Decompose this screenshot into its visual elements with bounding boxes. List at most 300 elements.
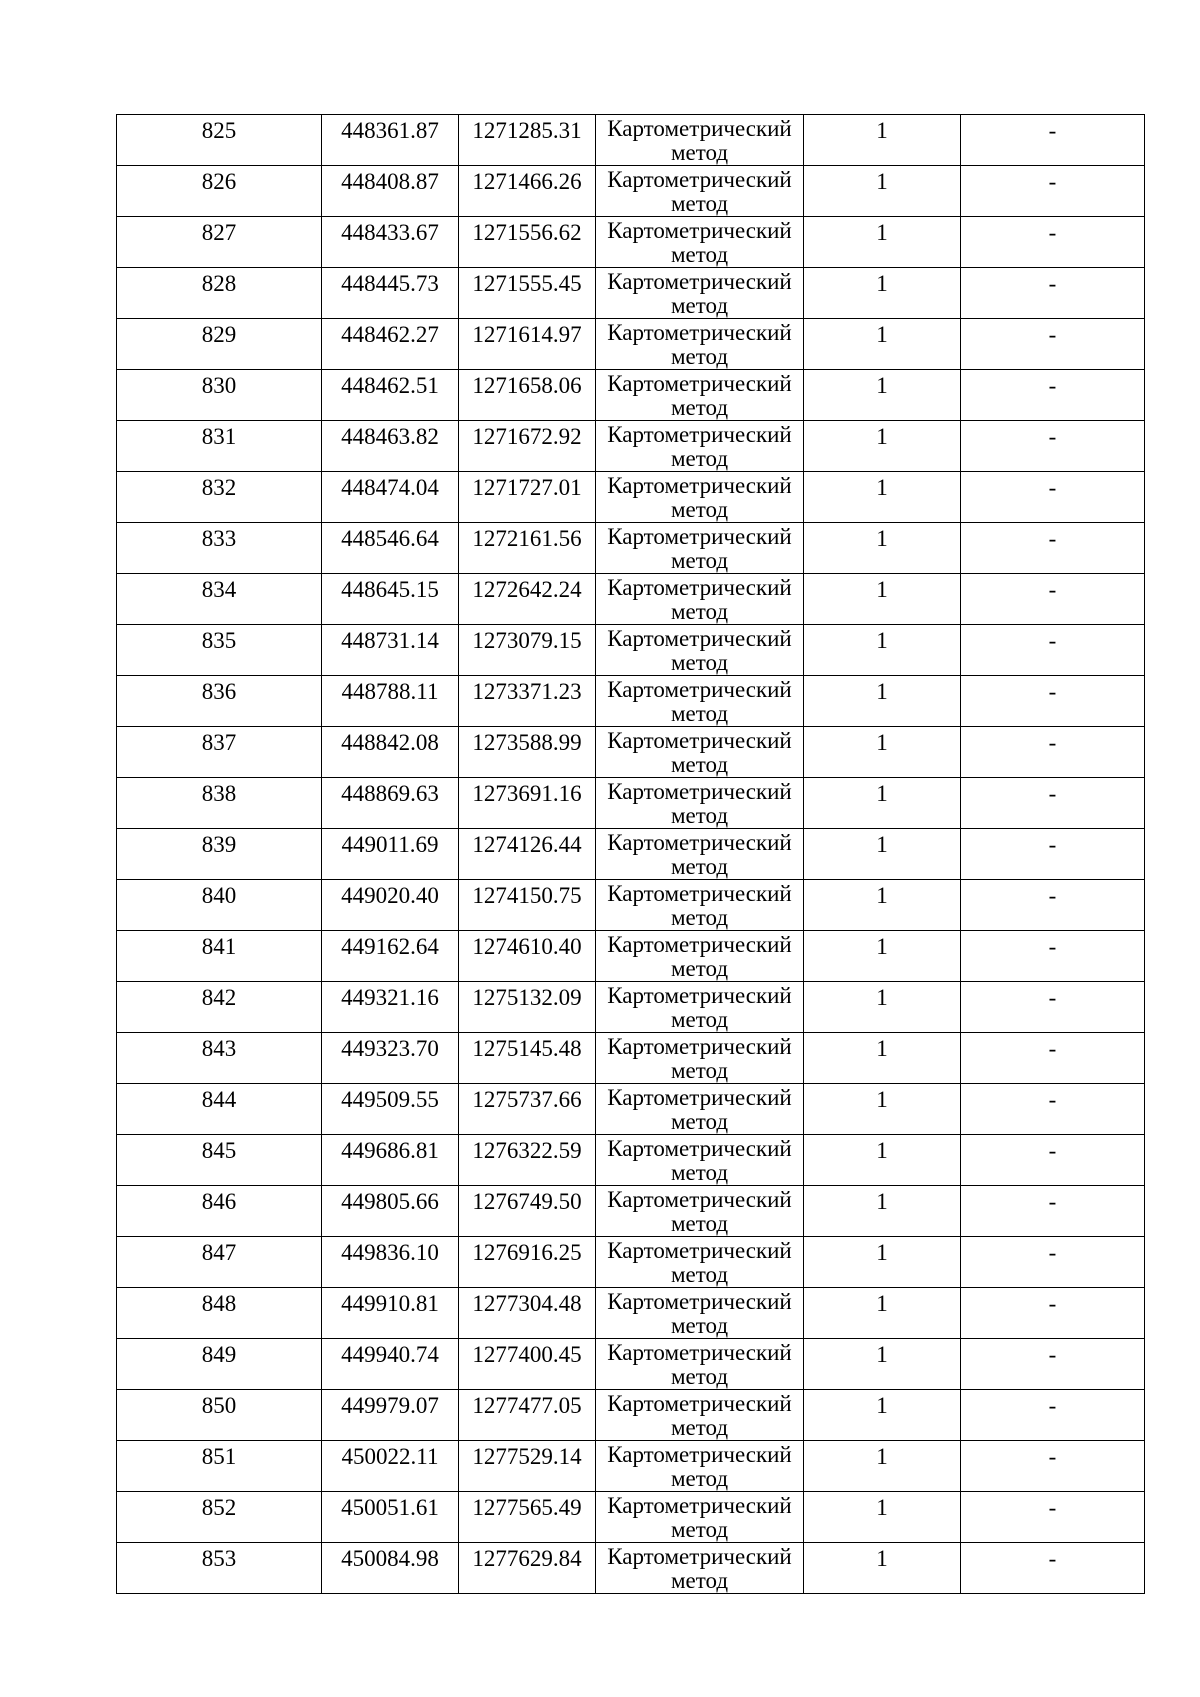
point-number-value: 840 — [201, 883, 237, 908]
point-number-cell — [117, 829, 322, 880]
y-coordinate-value: 1276749.50 — [472, 1189, 582, 1214]
point-number-cell — [117, 1288, 322, 1339]
accuracy-cell — [804, 1492, 961, 1543]
point-number-cell — [117, 319, 322, 370]
x-coordinate-cell — [322, 1390, 459, 1441]
point-number-cell — [117, 1339, 322, 1390]
table-row — [117, 370, 1145, 421]
y-coordinate-cell — [459, 115, 596, 166]
point-number-value: 827 — [201, 220, 237, 245]
x-coordinate-value: 450084.98 — [341, 1546, 439, 1571]
x-coordinate-cell — [322, 880, 459, 931]
method-value: Картометрический метод — [607, 218, 792, 267]
x-coordinate-value: 450051.61 — [341, 1495, 439, 1520]
point-number-cell — [117, 421, 322, 472]
method-value: Картометрический метод — [607, 422, 792, 471]
note-cell — [961, 982, 1145, 1033]
x-coordinate-cell — [322, 676, 459, 727]
accuracy-cell — [804, 1288, 961, 1339]
accuracy-cell — [804, 1033, 961, 1084]
x-coordinate-cell — [322, 1237, 459, 1288]
table-row — [117, 931, 1145, 982]
point-number-value: 847 — [201, 1240, 237, 1265]
point-number-cell — [117, 166, 322, 217]
x-coordinate-value: 448433.67 — [341, 220, 439, 245]
x-coordinate-cell — [322, 1288, 459, 1339]
point-number-value: 849 — [201, 1342, 237, 1367]
y-coordinate-cell — [459, 676, 596, 727]
accuracy-cell — [804, 1084, 961, 1135]
note-cell — [961, 1543, 1145, 1594]
y-coordinate-value: 1275132.09 — [472, 985, 582, 1010]
x-coordinate-value: 448474.04 — [341, 475, 439, 500]
x-coordinate-cell — [322, 1135, 459, 1186]
y-coordinate-value: 1275145.48 — [472, 1036, 582, 1061]
x-coordinate-value: 448788.11 — [341, 679, 439, 704]
method-cell — [596, 778, 804, 829]
y-coordinate-value: 1271285.31 — [472, 118, 582, 143]
y-coordinate-value: 1271727.01 — [472, 475, 582, 500]
y-coordinate-value: 1271614.97 — [472, 322, 582, 347]
y-coordinate-cell — [459, 778, 596, 829]
table-row — [117, 982, 1145, 1033]
accuracy-value: 1 — [876, 424, 888, 449]
accuracy-cell — [804, 319, 961, 370]
x-coordinate-cell — [322, 727, 459, 778]
point-number-value: 832 — [201, 475, 237, 500]
method-value: Картометрический метод — [607, 371, 792, 420]
table-row — [117, 1492, 1145, 1543]
y-coordinate-cell — [459, 370, 596, 421]
accuracy-value: 1 — [876, 1189, 888, 1214]
note-value: - — [1048, 424, 1057, 449]
x-coordinate-value: 449323.70 — [341, 1036, 439, 1061]
y-coordinate-value: 1277629.84 — [472, 1546, 582, 1571]
y-coordinate-value: 1272642.24 — [472, 577, 582, 602]
point-number-cell — [117, 1390, 322, 1441]
point-number-cell — [117, 982, 322, 1033]
y-coordinate-cell — [459, 574, 596, 625]
method-value: Картометрический метод — [607, 320, 792, 369]
accuracy-value: 1 — [876, 1444, 888, 1469]
point-number-cell — [117, 931, 322, 982]
x-coordinate-value: 448462.27 — [341, 322, 439, 347]
method-cell — [596, 268, 804, 319]
y-coordinate-value: 1275737.66 — [472, 1087, 582, 1112]
method-value: Картометрический метод — [607, 779, 792, 828]
note-cell — [961, 829, 1145, 880]
accuracy-value: 1 — [876, 1291, 888, 1316]
table-row — [117, 625, 1145, 676]
note-value: - — [1048, 1087, 1057, 1112]
accuracy-value: 1 — [876, 1546, 888, 1571]
accuracy-value: 1 — [876, 1138, 888, 1163]
note-value: - — [1048, 1342, 1057, 1367]
method-cell — [596, 523, 804, 574]
note-value: - — [1048, 1189, 1057, 1214]
method-cell — [596, 115, 804, 166]
y-coordinate-cell — [459, 1441, 596, 1492]
accuracy-value: 1 — [876, 1393, 888, 1418]
x-coordinate-cell — [322, 982, 459, 1033]
x-coordinate-value: 448546.64 — [341, 526, 439, 551]
accuracy-cell — [804, 1543, 961, 1594]
x-coordinate-value: 449011.69 — [341, 832, 439, 857]
table-row — [117, 778, 1145, 829]
x-coordinate-cell — [322, 829, 459, 880]
point-number-cell — [117, 778, 322, 829]
accuracy-value: 1 — [876, 985, 888, 1010]
note-value: - — [1048, 1546, 1057, 1571]
point-number-cell — [117, 1186, 322, 1237]
note-cell — [961, 625, 1145, 676]
accuracy-value: 1 — [876, 1495, 888, 1520]
y-coordinate-cell — [459, 421, 596, 472]
accuracy-cell — [804, 115, 961, 166]
method-value: Картометрический метод — [607, 1493, 792, 1542]
point-number-value: 841 — [201, 934, 237, 959]
x-coordinate-value: 448645.15 — [341, 577, 439, 602]
x-coordinate-cell — [322, 217, 459, 268]
table-row — [117, 1441, 1145, 1492]
point-number-cell — [117, 1084, 322, 1135]
y-coordinate-value: 1273588.99 — [472, 730, 582, 755]
method-value: Картометрический метод — [607, 881, 792, 930]
method-cell — [596, 676, 804, 727]
method-cell — [596, 1390, 804, 1441]
note-cell — [961, 472, 1145, 523]
y-coordinate-cell — [459, 1543, 596, 1594]
note-cell — [961, 1339, 1145, 1390]
method-cell — [596, 931, 804, 982]
x-coordinate-value: 448462.51 — [341, 373, 439, 398]
accuracy-cell — [804, 1186, 961, 1237]
point-number-cell — [117, 472, 322, 523]
table-row — [117, 1543, 1145, 1594]
x-coordinate-value: 449321.16 — [341, 985, 439, 1010]
point-number-cell — [117, 1492, 322, 1543]
x-coordinate-cell — [322, 115, 459, 166]
y-coordinate-cell — [459, 319, 596, 370]
table-body — [117, 115, 1145, 1594]
method-value: Картометрический метод — [607, 1085, 792, 1134]
note-cell — [961, 1288, 1145, 1339]
accuracy-cell — [804, 166, 961, 217]
point-number-cell — [117, 217, 322, 268]
point-number-value: 829 — [201, 322, 237, 347]
note-value: - — [1048, 577, 1057, 602]
y-coordinate-cell — [459, 1237, 596, 1288]
note-cell — [961, 217, 1145, 268]
method-cell — [596, 880, 804, 931]
method-value: Картометрический метод — [607, 269, 792, 318]
table-row — [117, 1237, 1145, 1288]
point-number-cell — [117, 1543, 322, 1594]
y-coordinate-cell — [459, 1084, 596, 1135]
method-value: Картометрический метод — [607, 1544, 792, 1593]
note-value: - — [1048, 118, 1057, 143]
note-value: - — [1048, 271, 1057, 296]
method-value: Картометрический метод — [607, 1136, 792, 1185]
method-value: Картометрический метод — [607, 167, 792, 216]
y-coordinate-value: 1274610.40 — [472, 934, 582, 959]
x-coordinate-value: 448731.14 — [341, 628, 439, 653]
x-coordinate-cell — [322, 472, 459, 523]
y-coordinate-cell — [459, 1390, 596, 1441]
point-number-value: 830 — [201, 373, 237, 398]
point-number-value: 825 — [201, 118, 237, 143]
method-cell — [596, 625, 804, 676]
y-coordinate-value: 1274126.44 — [472, 832, 582, 857]
accuracy-cell — [804, 625, 961, 676]
point-number-value: 848 — [201, 1291, 237, 1316]
y-coordinate-value: 1271658.06 — [472, 373, 582, 398]
table-row — [117, 829, 1145, 880]
x-coordinate-cell — [322, 523, 459, 574]
accuracy-cell — [804, 1135, 961, 1186]
table-row — [117, 217, 1145, 268]
note-cell — [961, 1135, 1145, 1186]
point-number-value: 851 — [201, 1444, 237, 1469]
note-value: - — [1048, 322, 1057, 347]
accuracy-cell — [804, 982, 961, 1033]
accuracy-cell — [804, 370, 961, 421]
x-coordinate-cell — [322, 1543, 459, 1594]
method-value: Картометрический метод — [607, 932, 792, 981]
point-number-value: 837 — [201, 730, 237, 755]
point-number-value: 834 — [201, 577, 237, 602]
y-coordinate-value: 1271672.92 — [472, 424, 582, 449]
point-number-value: 828 — [201, 271, 237, 296]
method-cell — [596, 982, 804, 1033]
note-value: - — [1048, 220, 1057, 245]
note-cell — [961, 1492, 1145, 1543]
accuracy-value: 1 — [876, 628, 888, 653]
y-coordinate-value: 1277477.05 — [472, 1393, 582, 1418]
note-value: - — [1048, 1240, 1057, 1265]
x-coordinate-value: 449836.10 — [341, 1240, 439, 1265]
x-coordinate-cell — [322, 166, 459, 217]
method-value: Картометрический метод — [607, 1034, 792, 1083]
table-row — [117, 115, 1145, 166]
note-value: - — [1048, 169, 1057, 194]
note-value: - — [1048, 832, 1057, 857]
accuracy-cell — [804, 1237, 961, 1288]
method-value: Картометрический метод — [607, 575, 792, 624]
table-row — [117, 880, 1145, 931]
table-row — [117, 676, 1145, 727]
point-number-cell — [117, 727, 322, 778]
table-row — [117, 727, 1145, 778]
table-row — [117, 268, 1145, 319]
accuracy-value: 1 — [876, 1240, 888, 1265]
method-value: Картометрический метод — [607, 1187, 792, 1236]
x-coordinate-value: 449910.81 — [341, 1291, 439, 1316]
y-coordinate-value: 1273691.16 — [472, 781, 582, 806]
point-number-cell — [117, 115, 322, 166]
method-value: Картометрический метод — [607, 1289, 792, 1338]
y-coordinate-value: 1273079.15 — [472, 628, 582, 653]
accuracy-cell — [804, 931, 961, 982]
note-value: - — [1048, 883, 1057, 908]
note-cell — [961, 1186, 1145, 1237]
x-coordinate-cell — [322, 574, 459, 625]
accuracy-value: 1 — [876, 220, 888, 245]
method-value: Картометрический метод — [607, 473, 792, 522]
accuracy-value: 1 — [876, 1036, 888, 1061]
point-number-cell — [117, 370, 322, 421]
accuracy-value: 1 — [876, 169, 888, 194]
point-number-value: 833 — [201, 526, 237, 551]
note-cell — [961, 421, 1145, 472]
method-cell — [596, 1237, 804, 1288]
method-cell — [596, 1492, 804, 1543]
x-coordinate-value: 449940.74 — [341, 1342, 439, 1367]
table-row — [117, 1390, 1145, 1441]
y-coordinate-cell — [459, 1033, 596, 1084]
x-coordinate-cell — [322, 778, 459, 829]
note-cell — [961, 1237, 1145, 1288]
method-cell — [596, 1084, 804, 1135]
note-cell — [961, 370, 1145, 421]
x-coordinate-cell — [322, 1033, 459, 1084]
y-coordinate-cell — [459, 829, 596, 880]
accuracy-cell — [804, 727, 961, 778]
x-coordinate-value: 448869.63 — [341, 781, 439, 806]
table-row — [117, 523, 1145, 574]
accuracy-value: 1 — [876, 883, 888, 908]
point-number-cell — [117, 1135, 322, 1186]
accuracy-value: 1 — [876, 832, 888, 857]
method-cell — [596, 1186, 804, 1237]
y-coordinate-cell — [459, 217, 596, 268]
method-value: Картометрический метод — [607, 1340, 792, 1389]
y-coordinate-cell — [459, 625, 596, 676]
note-cell — [961, 1084, 1145, 1135]
accuracy-value: 1 — [876, 322, 888, 347]
x-coordinate-value: 448463.82 — [341, 424, 439, 449]
y-coordinate-cell — [459, 166, 596, 217]
table-row — [117, 421, 1145, 472]
note-value: - — [1048, 1393, 1057, 1418]
note-value: - — [1048, 1444, 1057, 1469]
point-number-cell — [117, 880, 322, 931]
point-number-value: 844 — [201, 1087, 237, 1112]
accuracy-value: 1 — [876, 271, 888, 296]
x-coordinate-cell — [322, 625, 459, 676]
accuracy-cell — [804, 1441, 961, 1492]
accuracy-cell — [804, 421, 961, 472]
note-cell — [961, 727, 1145, 778]
point-number-value: 838 — [201, 781, 237, 806]
note-cell — [961, 166, 1145, 217]
x-coordinate-value: 448842.08 — [341, 730, 439, 755]
accuracy-cell — [804, 880, 961, 931]
x-coordinate-cell — [322, 421, 459, 472]
method-cell — [596, 829, 804, 880]
method-cell — [596, 319, 804, 370]
method-cell — [596, 574, 804, 625]
point-number-value: 842 — [201, 985, 237, 1010]
x-coordinate-value: 448361.87 — [341, 118, 439, 143]
table-row — [117, 319, 1145, 370]
accuracy-cell — [804, 574, 961, 625]
accuracy-cell — [804, 1390, 961, 1441]
accuracy-value: 1 — [876, 118, 888, 143]
note-value: - — [1048, 985, 1057, 1010]
method-value: Картометрический метод — [607, 626, 792, 675]
accuracy-cell — [804, 268, 961, 319]
x-coordinate-value: 449509.55 — [341, 1087, 439, 1112]
y-coordinate-value: 1271556.62 — [472, 220, 582, 245]
point-number-value: 852 — [201, 1495, 237, 1520]
y-coordinate-value: 1276916.25 — [472, 1240, 582, 1265]
accuracy-cell — [804, 217, 961, 268]
y-coordinate-cell — [459, 931, 596, 982]
method-cell — [596, 472, 804, 523]
accuracy-value: 1 — [876, 373, 888, 398]
note-value: - — [1048, 679, 1057, 704]
note-value: - — [1048, 1495, 1057, 1520]
note-cell — [961, 778, 1145, 829]
y-coordinate-cell — [459, 982, 596, 1033]
table-row — [117, 1186, 1145, 1237]
y-coordinate-cell — [459, 268, 596, 319]
note-cell — [961, 676, 1145, 727]
point-number-cell — [117, 676, 322, 727]
method-value: Картометрический метод — [607, 1238, 792, 1287]
table-row — [117, 1084, 1145, 1135]
method-value: Картометрический метод — [607, 728, 792, 777]
x-coordinate-cell — [322, 1339, 459, 1390]
x-coordinate-value: 449979.07 — [341, 1393, 439, 1418]
point-number-cell — [117, 1033, 322, 1084]
x-coordinate-cell — [322, 931, 459, 982]
x-coordinate-value: 449805.66 — [341, 1189, 439, 1214]
note-cell — [961, 1390, 1145, 1441]
accuracy-value: 1 — [876, 934, 888, 959]
point-number-cell — [117, 574, 322, 625]
y-coordinate-value: 1271466.26 — [472, 169, 582, 194]
note-cell — [961, 319, 1145, 370]
method-cell — [596, 1543, 804, 1594]
x-coordinate-value: 449162.64 — [341, 934, 439, 959]
method-cell — [596, 727, 804, 778]
point-number-cell — [117, 268, 322, 319]
point-number-value: 846 — [201, 1189, 237, 1214]
y-coordinate-value: 1276322.59 — [472, 1138, 582, 1163]
point-number-value: 843 — [201, 1036, 237, 1061]
accuracy-value: 1 — [876, 475, 888, 500]
x-coordinate-cell — [322, 319, 459, 370]
y-coordinate-value: 1277304.48 — [472, 1291, 582, 1316]
note-value: - — [1048, 1138, 1057, 1163]
point-number-cell — [117, 1237, 322, 1288]
accuracy-value: 1 — [876, 1342, 888, 1367]
method-cell — [596, 421, 804, 472]
point-number-cell — [117, 625, 322, 676]
point-number-value: 850 — [201, 1393, 237, 1418]
y-coordinate-value: 1273371.23 — [472, 679, 582, 704]
coordinates-table — [116, 114, 1145, 1594]
method-cell — [596, 370, 804, 421]
table-row — [117, 1288, 1145, 1339]
method-value: Картометрический метод — [607, 1391, 792, 1440]
x-coordinate-value: 448445.73 — [341, 271, 439, 296]
x-coordinate-value: 449020.40 — [341, 883, 439, 908]
y-coordinate-cell — [459, 727, 596, 778]
y-coordinate-value: 1274150.75 — [472, 883, 582, 908]
